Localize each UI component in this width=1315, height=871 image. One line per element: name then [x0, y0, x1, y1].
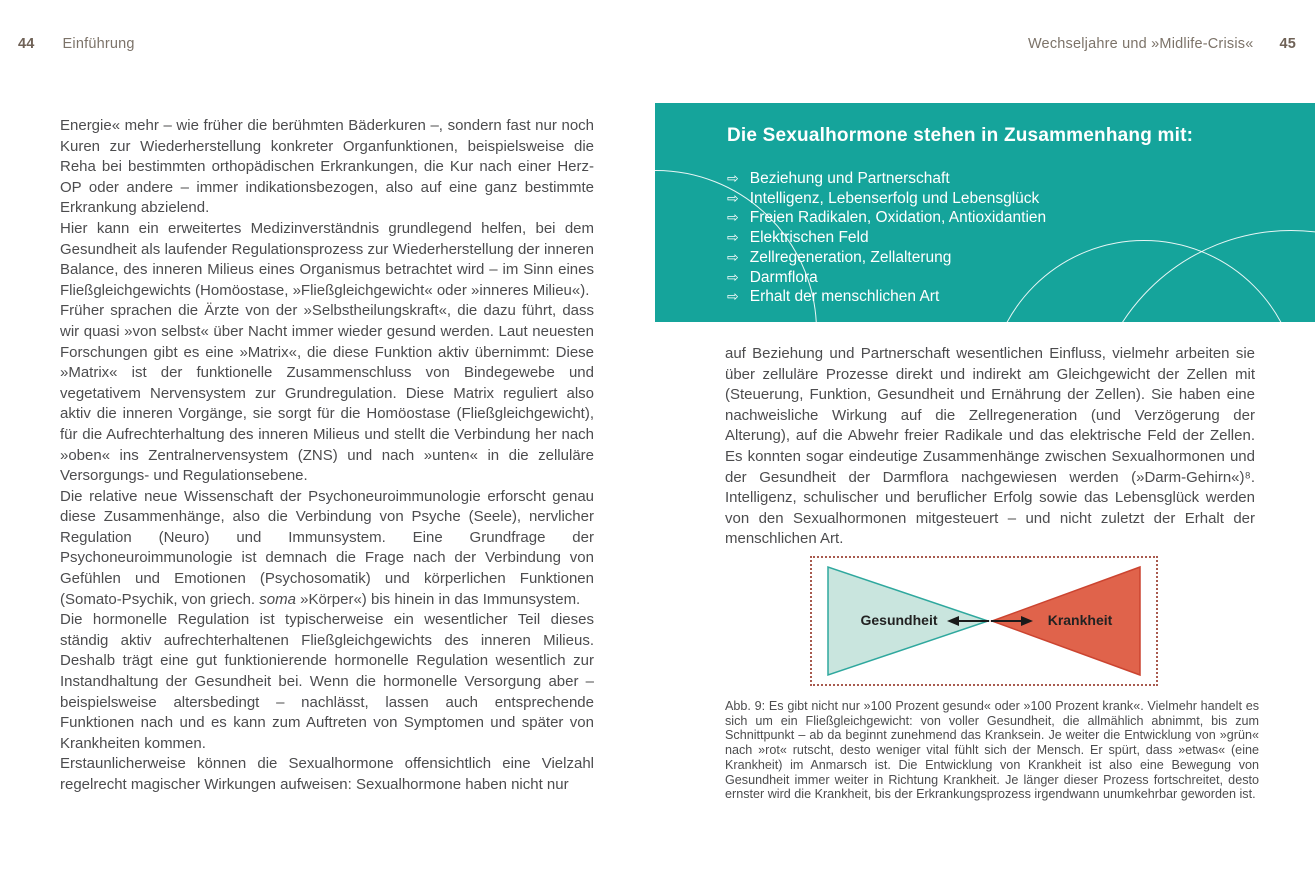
arrow-right-icon: ⇨: [727, 268, 739, 285]
arrow-right-icon: ⇨: [727, 189, 739, 206]
list-item: [727, 248, 1046, 268]
arrow-right-icon: ⇨: [727, 209, 739, 226]
list-item: [727, 287, 1046, 307]
list-item: [727, 169, 1046, 189]
list-item: [727, 228, 1046, 248]
list-item: [727, 208, 1046, 228]
infobox-title: Die Sexualhormone stehen in Zusammenhang mit:: [727, 125, 1194, 146]
list-item-label: Freien Radikalen, Oxidation, Antioxidantien: [749, 209, 1047, 227]
arrow-right-icon: ⇨: [727, 170, 739, 186]
running-head-left: [18, 36, 135, 52]
infobox-list: [727, 169, 1046, 307]
list-item-label: Erhalt der menschlichen Art: [749, 288, 940, 306]
figure-caption: [725, 699, 1259, 802]
list-item-label: Elektrischen Feld: [749, 229, 869, 247]
running-head-right-title: Wechseljahre und »Midlife-Crisis«: [1027, 36, 1254, 52]
paragraph: [60, 487, 594, 611]
list-item-label: Zellregeneration, Zellalterung: [749, 248, 952, 266]
running-head-right: [1028, 36, 1296, 52]
page-number-left: 44: [18, 36, 35, 52]
list-item-label: Darmflora: [749, 268, 818, 286]
list-item: [727, 268, 1046, 288]
sexual-hormones-infobox: [655, 103, 1315, 322]
health-label: Gesundheit: [860, 612, 938, 628]
italic-term: soma: [259, 590, 296, 608]
list-item-label: Beziehung und Partnerschaft: [749, 170, 950, 187]
paragraph: Energie« mehr – wie früher die berühmten Bäderkuren –, sondern fast nur noch Kuren zur Wiederherstellung konkreter Organfunktionen, beispielsweise die Reha bei bestimmten orthopädischen Erkrankungen, die Kur nach einer Herz-OP oder andere – immer indikationsbezogen, also auf eine ganz bestimmte Erkrankung abzielend.: [60, 117, 594, 217]
paragraph: Erstaunlicherweise können die Sexualhormone offensichtlich eine Vielzahl regelrecht magischer Wirkungen aufweisen: Sexualhormone haben nicht nur: [60, 755, 594, 793]
page-number-right: 45: [1279, 36, 1296, 52]
right-page-body: [725, 344, 1255, 550]
paragraph-text: Die relative neue Wissenschaft der Psychoneuroimmunologie erforscht genau diese Zusammenhänge, also die Verbindung von Psyche (Seele), nervlicher Regulation (Neuro) und Immunsystem. Eine Grundfrage der Psychoneuroimmunologie ist demnach die Frage nach der Verbindung von Gefühlen und Emotionen (Psychosomatik) und körperlichen Funktionen (Somato-Psychik, von griech.: [60, 487, 594, 608]
paragraph: auf Beziehung und Partnerschaft wesentlichen Einfluss, vielmehr arbeiten sie über zelluläre Prozesse direkt und indirekt am Gleichgewicht der Zellen mit (Steuerung, Funktion, Gesundheit und Ernährung der Zellen). Sie haben eine nachweisliche Wirkung auf die Zellregeneration (und Verzögerung der Alterung), auf die Abwehr freier Radikale und das elektrische Feld der Zellen. Es konnten sogar eindeutige Zusammenhänge zwischen Sexualhormonen und der Gesundheit der Darmflora nachgewiesen werden (»Darm-Gehirn«)⁸. Intelligenz, schulischer und beruflicher Erfolg sowie das Lebensglück werden von den Sexualhormonen mitgesteuert – und nicht zuletzt der Erhalt der menschlichen Art.: [725, 345, 1255, 548]
caption-text: Abb. 9: Es gibt nicht nur »100 Prozent gesund« oder »100 Prozent krank«. Vielmehr handelt es sich um ein Fließgleichgewicht: von voller Gesundheit, die allmählich abnimmt, bis zum Schnittpunkt – ab da beginnt zunehmend das Kranksein. Je weiter die Entwicklung von »grün« nach »rot« rutscht, desto weniger vital fühlt sich der Mensch. Er spürt, dass »etwas« (eine Krankheit) im Anmarsch ist. Die Entwicklung von Krankheit ist also eine Bewegung von Gesundheit immer weiter in Richtung Krankheit. Je länger dieser Prozess fortschreitet, desto ernster wird die Krankheit, bis der Erkrankungsprozess irgendwann unumkehrbar geworden ist.: [725, 699, 1259, 802]
arrow-right-icon: ⇨: [727, 288, 739, 305]
arrow-right-icon: ⇨: [727, 229, 739, 246]
arrow-right-icon: ⇨: [727, 248, 739, 265]
figure-health-disease: [810, 556, 1158, 686]
running-head-left-title: Einführung: [62, 36, 135, 52]
left-page-body: [60, 116, 594, 796]
list-item: [727, 189, 1046, 209]
list-item-label: Intelligenz, Lebenserfolg und Lebensglück: [749, 189, 1040, 207]
paragraph: Hier kann ein erweitertes Medizinverständnis grundlegend helfen, bei dem Gesundheit als laufender Regulationsprozess zur Wiederherstellung der inneren Balance, des inneren Milieus eines Organismus betrachtet wird – im Sinn eines Fließgleichgewichts (Homöostase, »Fließgleichgewicht« oder »inneres Milieu«).: [60, 219, 594, 299]
paragraph: Früher sprachen die Ärzte von der »Selbstheilungskraft«, die dazu führt, dass wir quasi »von selbst« über Nacht immer wieder gesund werden. Laut neuesten Forschungen gibt es eine »Matrix«, die diese Funktion aktiv übernimmt: Diese »Matrix« ist der funktionelle Zusammenschluss von Bindegewebe und vegetativem Nervensystem zur Grundregulation. Diese Matrix reguliert also aktiv die inneren Vorgänge, sie sorgt für die Homöostase (Fließgleichgewicht), für die Aufrechterhaltung des inneren Milieus und stellt die Verbindung her nach »oben« ins Zentralnervensystem (ZNS) und nach »unten« in die zelluläre Versorgungs- und Regulationsebene.: [60, 302, 594, 485]
paragraph-text: »Körper«) bis hinein in das Immunsystem.: [295, 590, 581, 608]
paragraph: Die hormonelle Regulation ist typischerweise ein wesentlicher Teil dieses ständig aktiv aufrechterhaltenen Fließgleichgewichts des inneren Milieus. Deshalb trägt eine gut funktionierende hormonelle Regulation wesentlich zur Instandhaltung der Gesundheit bei. Wenn die hormonelle Versorgung aber – beispielsweise altersbedingt – nachlässt, lassen auch entsprechende Funktionen nach und es kann zum Auftreten von Symptomen und später von Krankheiten kommen.: [60, 611, 594, 752]
disease-label: Krankheit: [1047, 612, 1113, 628]
